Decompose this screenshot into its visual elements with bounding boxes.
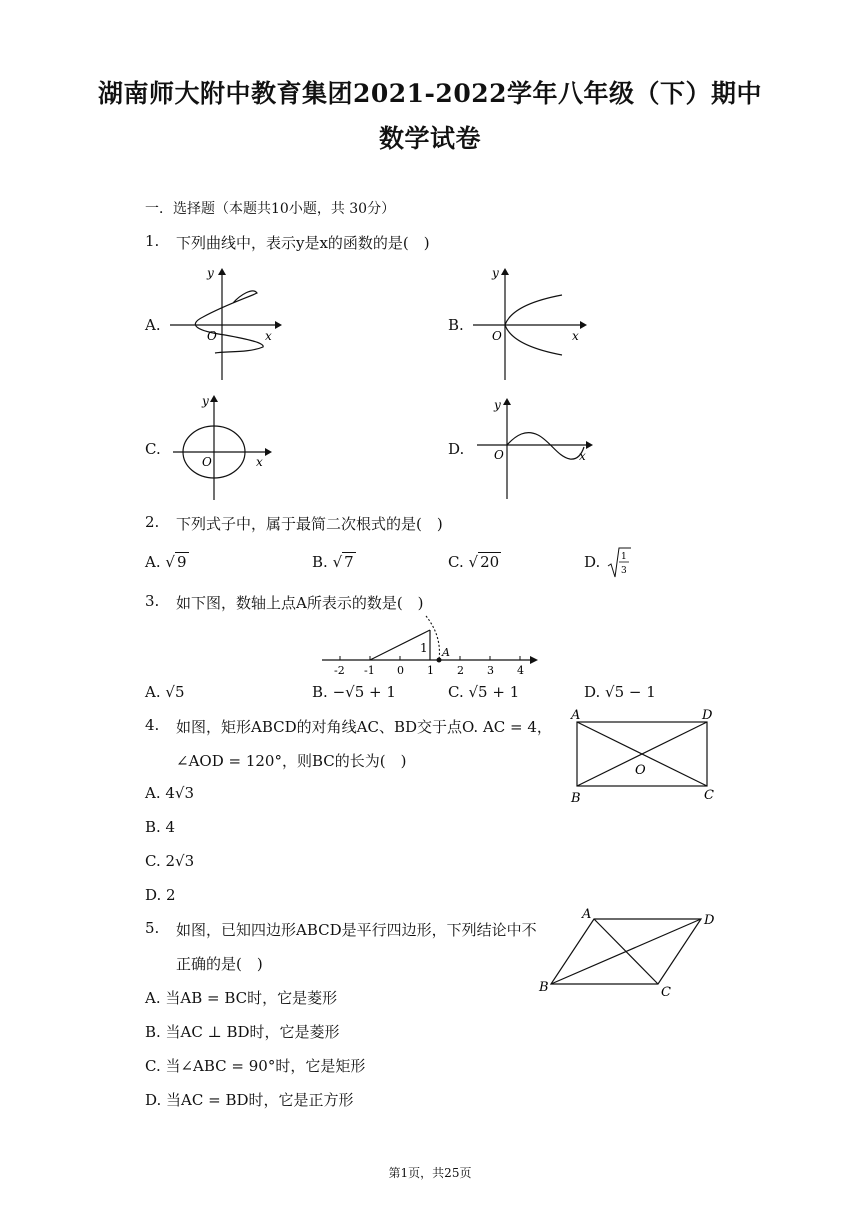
q2-option-a	[145, 553, 189, 571]
q1b-y-label: y	[492, 266, 499, 280]
q4-center-o: O	[635, 763, 646, 778]
q3-option-a-expr: √5	[165, 683, 185, 701]
q4-vertex-b: B	[571, 791, 581, 806]
q5-stem-line2: 正确的是( )	[176, 955, 263, 973]
q3-point-a-label: A	[442, 646, 450, 659]
q3-tick-label: 2	[457, 664, 464, 676]
q2-d-denominator: 3	[621, 566, 627, 576]
q4-stem-line1: 如图，矩形ABCD的对角线AC、BD交于点O. AC = 4，	[176, 718, 552, 736]
q5-option-c: C. 当∠ABC = 90°时，它是矩形	[145, 1057, 366, 1075]
q2-number: 2.	[145, 513, 160, 531]
q1b-x-label: x	[572, 329, 579, 343]
q1c-y-label: y	[202, 394, 209, 408]
exam-title-line1: 湖南师大附中教育集团2021-2022学年八年级（下）期中	[97, 79, 763, 108]
q2-option-d-label: D.	[584, 553, 601, 571]
q2-option-c-label: C.	[448, 553, 464, 571]
q3-tick-label: -2	[334, 664, 345, 676]
q4-rectangle-figure	[565, 703, 725, 807]
q4-vertex-c: C	[704, 788, 714, 803]
q2-stem: 下列式子中，属于最简二次根式的是( )	[176, 515, 443, 533]
q3-option-a	[145, 683, 185, 701]
q4-option-c: C. 2√3	[145, 852, 195, 870]
q3-option-c-label: C.	[448, 683, 464, 701]
q2-option-c-radicand: 20	[480, 553, 500, 571]
q1-graph-c	[170, 392, 280, 504]
q3-tick-label: 1	[427, 664, 434, 676]
q3-option-a-label: A.	[145, 683, 161, 701]
q1-graph-a	[165, 265, 285, 383]
q5-vertex-d: D	[704, 913, 715, 928]
q1-option-c-label: C.	[145, 440, 161, 458]
q3-option-d-expr: √5 − 1	[605, 683, 656, 701]
q3-tick-label: 0	[397, 664, 404, 676]
sqrt-symbol: √ 20	[468, 553, 500, 571]
q4-vertex-a: A	[571, 708, 581, 723]
q3-option-b	[312, 683, 396, 701]
q3-option-d-label: D.	[584, 683, 601, 701]
q3-option-c-expr: √5 + 1	[468, 683, 520, 701]
q5-option-b: B. 当AC ⊥ BD时，它是菱形	[145, 1023, 340, 1041]
sqrt-symbol: √ 7	[332, 553, 354, 571]
q4-option-a: A. 4√3	[145, 784, 195, 802]
q1-number: 1.	[145, 232, 160, 250]
q1-option-a-label: A.	[145, 316, 161, 334]
q4-number: 4.	[145, 716, 160, 734]
q5-option-d: D. 当AC = BD时，它是正方形	[145, 1091, 354, 1109]
q1d-y-label: y	[494, 398, 501, 412]
q2-d-numerator: 1	[621, 552, 627, 562]
q1d-origin-label: O	[494, 448, 504, 462]
exam-title-line2: 数学试卷	[378, 124, 481, 153]
q1c-x-label: x	[256, 455, 263, 469]
sqrt-symbol: √ 9	[165, 553, 187, 571]
q3-segment-label: 1	[420, 641, 428, 655]
q2-option-b-radicand: 7	[344, 553, 354, 571]
q1-option-d-label: D.	[448, 440, 465, 458]
q3-tick-label: 4	[517, 664, 524, 676]
q3-option-b-label: B.	[312, 683, 328, 701]
q3-number: 3.	[145, 592, 160, 610]
q5-number: 5.	[145, 919, 160, 937]
q3-stem: 如下图，数轴上点A所表示的数是( )	[176, 594, 424, 612]
q4-option-d: D. 2	[145, 886, 176, 904]
q2-option-d	[584, 553, 600, 571]
q1-graph-d	[474, 395, 599, 501]
q1-option-b-label: B.	[448, 316, 464, 334]
q4-stem-line2: ∠AOD = 120°，则BC的长为( )	[176, 752, 407, 770]
q1-graph-b	[470, 265, 590, 383]
q2-option-a-label: A.	[145, 553, 161, 571]
q5-vertex-a: A	[582, 907, 592, 922]
section-heading: 一．选择题（本题共10小题，共 30分）	[145, 201, 396, 217]
q4-option-b: B. 4	[145, 818, 176, 836]
q1d-x-label: x	[579, 449, 586, 463]
q3-tick-label: 3	[487, 664, 494, 676]
q3-option-b-expr: −√5 + 1	[332, 683, 396, 701]
q2-option-c	[448, 553, 501, 571]
q1a-y-label: y	[207, 266, 214, 280]
q3-option-c	[448, 683, 519, 701]
q1c-origin-label: O	[202, 455, 212, 469]
q2-option-a-radicand: 9	[176, 553, 187, 571]
q3-number-line-figure	[318, 612, 543, 676]
q5-vertex-c: C	[661, 985, 671, 1000]
q2-option-b	[312, 553, 356, 571]
q1b-origin-label: O	[492, 329, 502, 343]
q5-stem-line1: 如图，已知四边形ABCD是平行四边形，下列结论中不	[176, 921, 537, 939]
q3-option-d	[584, 683, 656, 701]
q5-vertex-b: B	[539, 980, 549, 995]
q1-stem: 下列曲线中，表示y是x的函数的是( )	[176, 234, 430, 252]
q5-option-a: A. 当AB = BC时，它是菱形	[145, 989, 338, 1007]
q3-tick-label: -1	[364, 664, 375, 676]
page-footer: 第1页，共25页	[388, 1166, 472, 1180]
q2-option-d-sqrt-fraction	[606, 546, 632, 580]
q1a-x-label: x	[265, 329, 272, 343]
q5-parallelogram-figure	[536, 904, 726, 1000]
q1a-origin-label: O	[207, 329, 217, 343]
q4-vertex-d: D	[702, 708, 713, 723]
q2-option-b-label: B.	[312, 553, 328, 571]
